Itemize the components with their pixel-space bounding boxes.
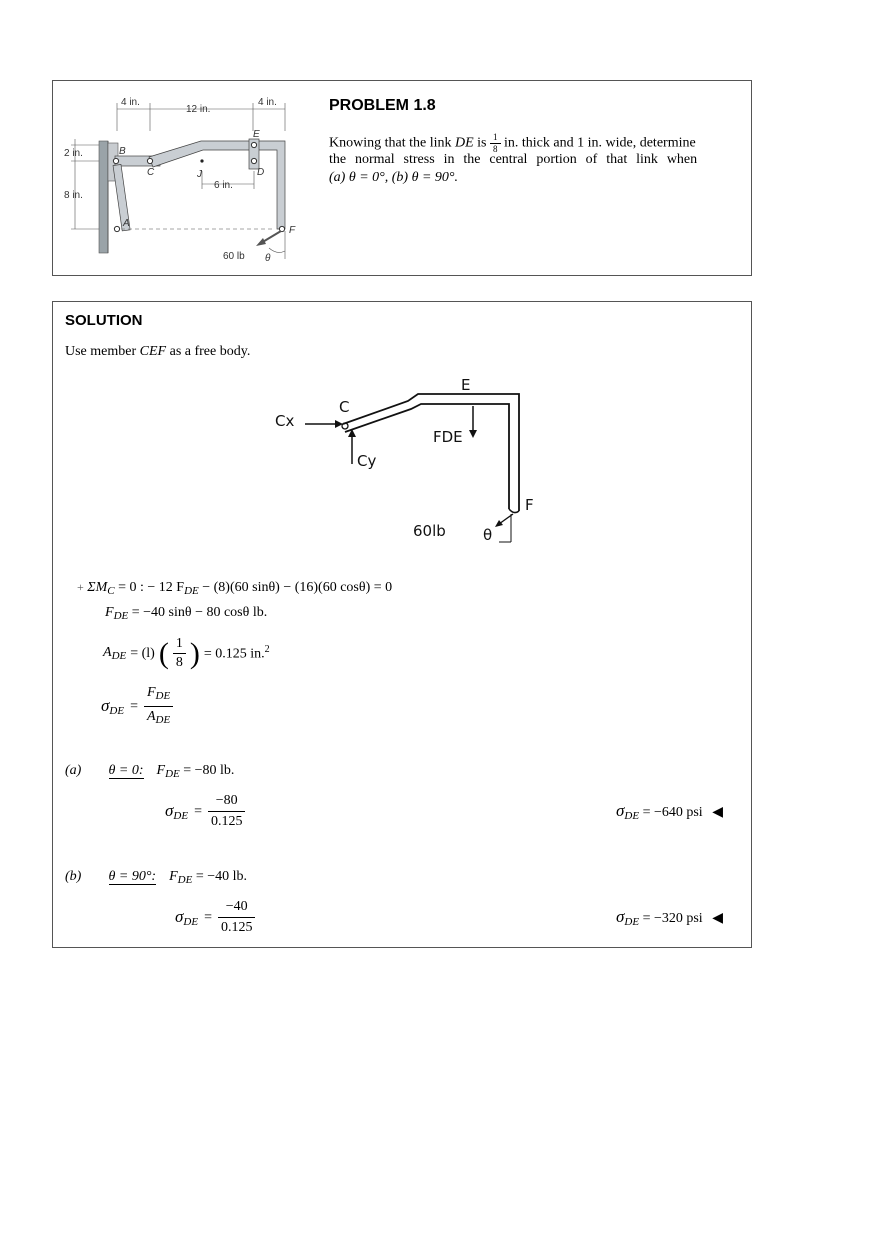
part-a-num: −80	[208, 792, 246, 812]
part-a-force-sub: DE	[165, 768, 180, 780]
moment-rhs-b: − (8)(60 sinθ) − (16)(60 cosθ) = 0	[202, 580, 393, 595]
pin-e	[251, 142, 256, 147]
fbd-theta-label: θ	[483, 526, 493, 544]
link-name: DE	[455, 135, 474, 151]
case-a-label: (a)	[329, 170, 346, 185]
area-eq2: = 0.125 in.	[203, 646, 265, 662]
problem-statement-line3	[329, 170, 458, 186]
moment-equation	[77, 580, 392, 597]
moment-lhs: ΣM	[87, 580, 108, 595]
thickness-num: 1	[490, 133, 501, 144]
part-b-label: (b)	[65, 869, 82, 884]
label-b: B	[119, 146, 126, 157]
part-b-answer-sigma: σ	[616, 907, 625, 926]
part-b-answer-val: = −320 psi	[642, 911, 703, 926]
statement-a: Knowing that the link	[329, 135, 452, 151]
fde-sub: DE	[113, 610, 129, 622]
moment-rhs-a: = 0 : − 12 F	[118, 580, 185, 595]
problem-box	[52, 80, 752, 276]
label-a: A	[123, 218, 130, 229]
solution-box	[52, 301, 752, 948]
part-b-force-sub: DE	[177, 874, 193, 886]
part-b-header	[65, 869, 247, 886]
sigma-den: A	[146, 709, 156, 724]
fbd-cy-label: Cy	[357, 452, 377, 470]
fde-rhs: = −40 sinθ − 80 cosθ lb.	[131, 605, 268, 620]
sigma-fraction	[144, 684, 173, 729]
part-a-answer	[616, 801, 723, 822]
part-b-answer-marker: ◀	[712, 911, 723, 926]
part-a-sigma: σ	[165, 801, 174, 820]
intro-b: as a free body.	[169, 344, 251, 359]
area-eq1: = (l)	[130, 645, 155, 661]
area-fraction	[173, 636, 186, 671]
part-a-den: 0.125	[210, 814, 243, 829]
fbd-fde-label: FDE	[433, 428, 463, 446]
part-b-den: 0.125	[220, 920, 253, 935]
dim-left-label: 4 in.	[121, 97, 140, 108]
part-b-force-val: = −40 lb.	[195, 869, 248, 884]
problem-statement-line1	[329, 133, 696, 154]
sigma-num: F	[146, 685, 156, 700]
part-a-fraction	[208, 792, 246, 831]
case-b-label: (b)	[391, 170, 409, 185]
part-a-answer-sub: DE	[624, 810, 640, 822]
label-d: D	[257, 167, 265, 178]
problem-figure	[53, 81, 313, 271]
sigma-num-sub: DE	[155, 690, 171, 702]
label-f: F	[289, 225, 296, 236]
fde-equation	[105, 605, 267, 622]
part-a-sigma-sub: DE	[173, 810, 189, 822]
fbd-c-label: C	[339, 398, 350, 416]
dim-6in-label: 6 in.	[214, 180, 233, 191]
solution-heading: SOLUTION	[65, 312, 143, 329]
part-a-theta: θ = 0:	[108, 763, 144, 778]
force-label: 60 lb	[223, 251, 245, 262]
moment-sub: C	[107, 585, 115, 597]
statement-b: is	[477, 135, 487, 151]
part-b-eq: =	[204, 909, 212, 925]
part-b-fraction	[218, 898, 256, 937]
intro-a: Use member	[65, 344, 137, 359]
sigma-lhs: σ	[101, 696, 110, 715]
dim-mid-label: 12 in.	[186, 104, 211, 115]
part-a-force-val: = −80 lb.	[183, 763, 235, 778]
area-den: 8	[175, 655, 183, 670]
part-a-answer-sigma: σ	[616, 801, 625, 820]
part-b-answer-sub: DE	[624, 916, 640, 928]
label-c: C	[147, 167, 155, 178]
problem-title: PROBLEM 1.8	[329, 97, 436, 114]
sigma-den-sub: DE	[155, 714, 171, 726]
area-sup: 2	[264, 644, 270, 656]
case-b-theta: θ = 90°.	[411, 170, 459, 185]
fbd-load-label: 60lb	[413, 522, 446, 540]
part-a-eq: =	[194, 803, 202, 819]
pin-d	[251, 158, 256, 163]
area-sub: DE	[111, 650, 127, 662]
fde-lhs: F	[105, 605, 114, 620]
part-b-answer	[616, 907, 723, 928]
problem-statement-line2: the normal stress in the central portion of that link when	[329, 152, 698, 167]
moment-sub-de: DE	[184, 585, 199, 597]
pin-b	[113, 158, 118, 163]
sigma-definition	[101, 684, 173, 729]
solution-intro	[65, 344, 250, 360]
label-j: J	[197, 169, 202, 180]
intro-member: CEF	[139, 344, 167, 359]
fbd-cx-label: Cx	[275, 412, 295, 430]
pin-a	[114, 226, 119, 231]
part-a-stress	[165, 792, 245, 831]
dim-right-label: 4 in.	[258, 97, 277, 108]
area-num: 1	[173, 636, 186, 654]
area-lhs: A	[103, 645, 112, 660]
sigma-eq: =	[130, 698, 138, 714]
part-a-answer-marker: ◀	[712, 805, 723, 820]
sigma-sub: DE	[109, 705, 125, 717]
statement-c: in. thick and 1 in. wide, determine	[504, 135, 696, 151]
part-b-theta: θ = 90°:	[108, 869, 157, 884]
moment-sign: +	[77, 580, 84, 594]
part-b-force: F	[169, 869, 178, 884]
area-equation: $A_{DE}$ = (l) ( $\frac{1}{8}$ ) = 0.125 in.$^2$	[103, 636, 270, 670]
pin-c	[147, 158, 152, 163]
part-a-answer-val: = −640 psi	[642, 805, 703, 820]
free-body-diagram	[263, 374, 583, 544]
part-a-force: F	[156, 763, 166, 778]
fbd-f-label: F	[525, 496, 534, 514]
part-a-header	[65, 763, 234, 780]
fbd-e-label: E	[461, 376, 471, 394]
part-b-sigma-sub: DE	[183, 916, 199, 928]
dim-8in-label: 8 in.	[64, 190, 83, 201]
thickness-fraction	[490, 133, 501, 154]
case-a-theta: θ = 0°,	[348, 170, 389, 185]
angle-label: θ	[265, 253, 271, 264]
dim-2in-label: 2 in.	[64, 148, 83, 159]
part-b-stress	[175, 898, 255, 937]
thickness-den: 8	[493, 144, 498, 154]
point-j	[200, 159, 203, 162]
part-b-num: −40	[218, 898, 256, 918]
part-a-label: (a)	[65, 763, 82, 778]
label-e: E	[253, 129, 260, 140]
part-b-sigma: σ	[175, 907, 184, 926]
